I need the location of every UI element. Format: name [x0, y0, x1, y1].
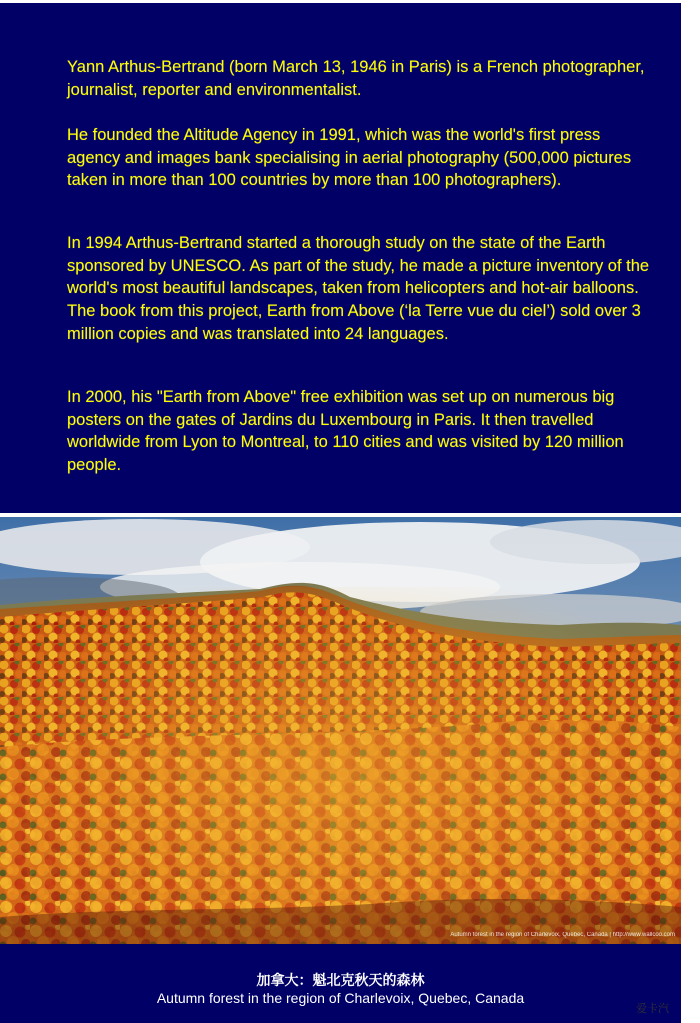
biography-text-panel [0, 3, 681, 513]
watermark-text: 爱卡汽 [636, 1002, 669, 1015]
paragraph-altitude-agency: He founded the Altitude Agency in 1991, which was the world's first press agency and images bank specialising in aerial photography (500,000 pictures taken in more than 100 countries by more than 100 photographers). [67, 126, 632, 190]
caption-chinese: 加拿大：魁北克秋天的森林 [256, 973, 425, 989]
caption-english: Autumn forest in the region of Charlevoix, Quebec, Canada [156, 990, 525, 1006]
paragraph-intro: Yann Arthus-Bertrand (born March 13, 1946 in Paris) is a French photographer, journalist, reporter and environmentalist. [67, 58, 645, 99]
caption-panel [0, 944, 681, 1023]
forest-landscape-illustration [0, 517, 681, 944]
autumn-forest-photo [0, 517, 681, 944]
paragraph-exhibition: In 2000, his "Earth from Above" free exhibition was set up on numerous big posters on the gates of Jardins du Luxembourg in Paris. It then travelled worldwide from Lyon to Montreal, to 110 cities and was visited by 120 million people. [67, 388, 624, 475]
paragraph-earth-study: In 1994 Arthus-Bertrand started a thorough study on the state of the Earth sponsored by UNESCO. As part of the study, he made a picture inventory of the world's most beautiful landscapes, taken from helicopters and hot-air balloons. The book from this project, Earth from Above (‘la Terre vue du ciel’) sold over 3 million copies and was translated into 24 languages. [67, 234, 650, 343]
photo-credit: Autumn forest in the region of Charlevoix, Quebec, Canada | http://www.wallcoo.com [450, 932, 675, 938]
